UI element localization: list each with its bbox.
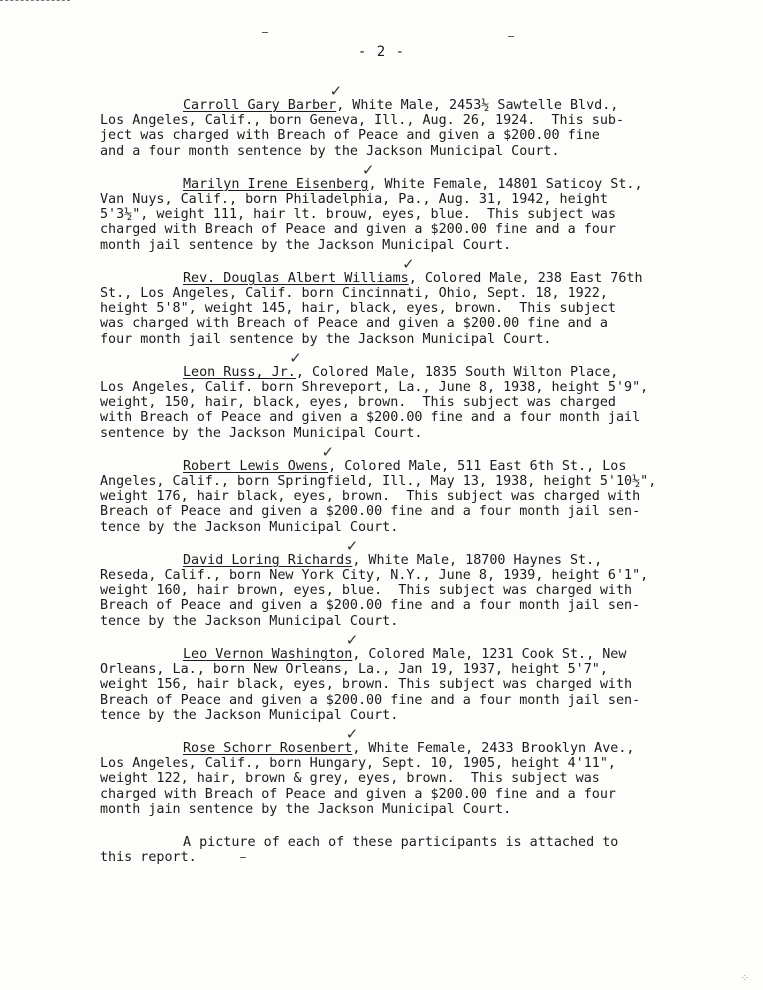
subject-name: Robert Lewis Owens ✓ <box>183 442 335 474</box>
entry-line: month jail sentence by the Jackson Municipal Court. <box>100 237 512 253</box>
entry-line: tence by the Jackson Municipal Court. <box>100 613 399 629</box>
entry-first-line <box>100 254 712 286</box>
entry-line: Los Angeles, Calif., born Geneva, Ill., Aug. 26, 1924. This sub- <box>100 113 625 129</box>
handwritten-check-mark-icon: ✓ <box>345 536 359 555</box>
subject-entry <box>100 724 712 817</box>
entry-line: St., Los Angeles, Calif. born Cincinnati, Ohio, Sept. 18, 1922, <box>100 286 608 302</box>
subject-name: David Loring Richards ✓ <box>183 536 359 568</box>
entry-line: tence by the Jackson Municipal Court. <box>100 519 399 535</box>
entry-line: Van Nuys, Calif., born Philadelphia, Pa., Aug. 31, 1942, height <box>100 192 608 208</box>
entry-first-line <box>100 348 712 380</box>
scan-corner-mark: ⁘ <box>740 973 749 984</box>
entry-line: Angeles, Calif., born Springfield, Ill., May 13, 1938, height 5'10½", <box>100 474 657 490</box>
entry-line: weight 122, hair, brown & grey, eyes, brown. This subject was <box>100 771 600 787</box>
entry-line: ject was charged with Breach of Peace and given a $200.00 fine <box>100 128 600 144</box>
handwritten-check-mark-icon: ✓ <box>402 254 415 273</box>
subject-entry <box>100 442 712 535</box>
entry-line: tence by the Jackson Municipal Court. <box>100 707 399 723</box>
entry-text: , White Female, 14801 Saticoy St., <box>368 176 643 192</box>
subject-name: Carroll Gary Barber ✓ <box>183 82 343 113</box>
entry-text: , Colored Male, 1231 Cook St., New <box>352 646 627 662</box>
entry-text: , White Female, 2433 Brooklyn Ave., <box>352 740 635 756</box>
entry-line: Los Angeles, Calif., born Hungary, Sept. 10, 1905, height 4'11", <box>100 756 616 772</box>
entry-text: , Colored Male, 1835 South Wilton Place, <box>295 364 619 380</box>
entry-line: Reseda, Calif., born New York City, N.Y., June 8, 1939, height 6'1", <box>100 568 649 584</box>
entry-text: , White Male, 2453½ Sawtelle Blvd., <box>336 98 619 113</box>
entry-line: Breach of Peace and given a $200.00 fine and a four month jail sen- <box>100 598 641 614</box>
entry-first-line <box>100 442 712 474</box>
entry-text: , White Male, 18700 Haynes St., <box>352 552 603 568</box>
entry-line: weight 160, hair brown, eyes, blue. This subject was charged with <box>100 583 633 599</box>
scan-speck <box>508 36 514 37</box>
scan-speck <box>262 32 268 33</box>
entry-line: weight 156, hair black, eyes, brown. This subject was charged with <box>100 677 633 693</box>
subject-name: Rose Schorr Rosenbert ✓ <box>183 724 359 756</box>
subject-name: Leon Russ, Jr. ✓ <box>183 348 302 380</box>
handwritten-check-mark-icon: ✓ <box>329 82 343 100</box>
top-edge-rule <box>0 0 70 1</box>
entry-line: month jain sentence by the Jackson Municipal Court. <box>100 801 512 817</box>
handwritten-check-mark-icon: ✓ <box>289 348 302 367</box>
entry-first-line <box>100 724 712 756</box>
subject-entry <box>100 82 712 159</box>
handwritten-check-mark-icon: ✓ <box>361 160 375 179</box>
subject-name: Marilyn Irene Eisenberg ✓ <box>183 160 375 192</box>
entry-first-line <box>100 630 712 662</box>
entry-first-line <box>100 82 712 113</box>
entry-line: height 5'8", weight 145, hair, black, eyes, brown. This subject <box>100 301 616 317</box>
entry-line: with Breach of Peace and given a $200.00 fine and a four month jail <box>100 410 641 426</box>
subject-entry <box>100 536 712 629</box>
entry-line: Orleans, La., born New Orleans, La., Jan 19, 1937, height 5'7", <box>100 662 608 678</box>
report-body <box>100 82 712 866</box>
entry-line: was charged with Breach of Peace and given a $200.00 fine and a <box>100 316 608 332</box>
handwritten-check-mark-icon: ✓ <box>345 724 359 743</box>
closing-line: this report. <box>100 850 197 866</box>
entry-line: and a four month sentence by the Jackson Municipal Court. <box>100 143 560 159</box>
entry-text: , Colored Male, 238 East 76th <box>408 270 643 286</box>
subject-entry <box>100 160 712 253</box>
handwritten-check-mark-icon: ✓ <box>345 630 359 649</box>
entry-line: 5'3½", weight 111, hair lt. brouw, eyes, blue. This subject was <box>100 207 616 223</box>
entry-line: Breach of Peace and given a $200.00 fine and a four month jail sen- <box>100 692 641 708</box>
entry-line: sentence by the Jackson Municipal Court. <box>100 425 423 441</box>
subject-entry <box>100 254 712 347</box>
entry-line: weight, 150, hair, black, eyes, brown. This subject was charged <box>100 395 616 411</box>
entry-line: Breach of Peace and given a $200.00 fine and a four month jail sen- <box>100 504 641 520</box>
handwritten-check-mark-icon: ✓ <box>321 442 335 461</box>
entry-line: charged with Breach of Peace and given a $200.00 fine and a four <box>100 786 616 802</box>
subject-name: Leo Vernon Washington ✓ <box>183 630 359 662</box>
page-number: - 2 - <box>357 44 406 60</box>
entry-first-line <box>100 160 712 192</box>
entry-first-line <box>100 536 712 568</box>
entry-line: charged with Breach of Peace and given a $200.00 fine and a four <box>100 222 616 238</box>
closing-line: A picture of each of these participants is attached to <box>183 834 619 850</box>
entry-text: , Colored Male, 511 East 6th St., Los <box>328 458 627 474</box>
entry-line: Los Angeles, Calif. born Shreveport, La., June 8, 1938, height 5'9", <box>100 380 649 396</box>
entry-line: weight 176, hair black, eyes, brown. This subject was charged with <box>100 489 641 505</box>
subject-entry <box>100 348 712 441</box>
closing-paragraph <box>100 835 712 865</box>
entry-line: four month jail sentence by the Jackson Municipal Court. <box>100 331 552 347</box>
subject-entry <box>100 630 712 723</box>
subject-name: Rev. Douglas Albert Williams ✓ <box>183 254 415 286</box>
